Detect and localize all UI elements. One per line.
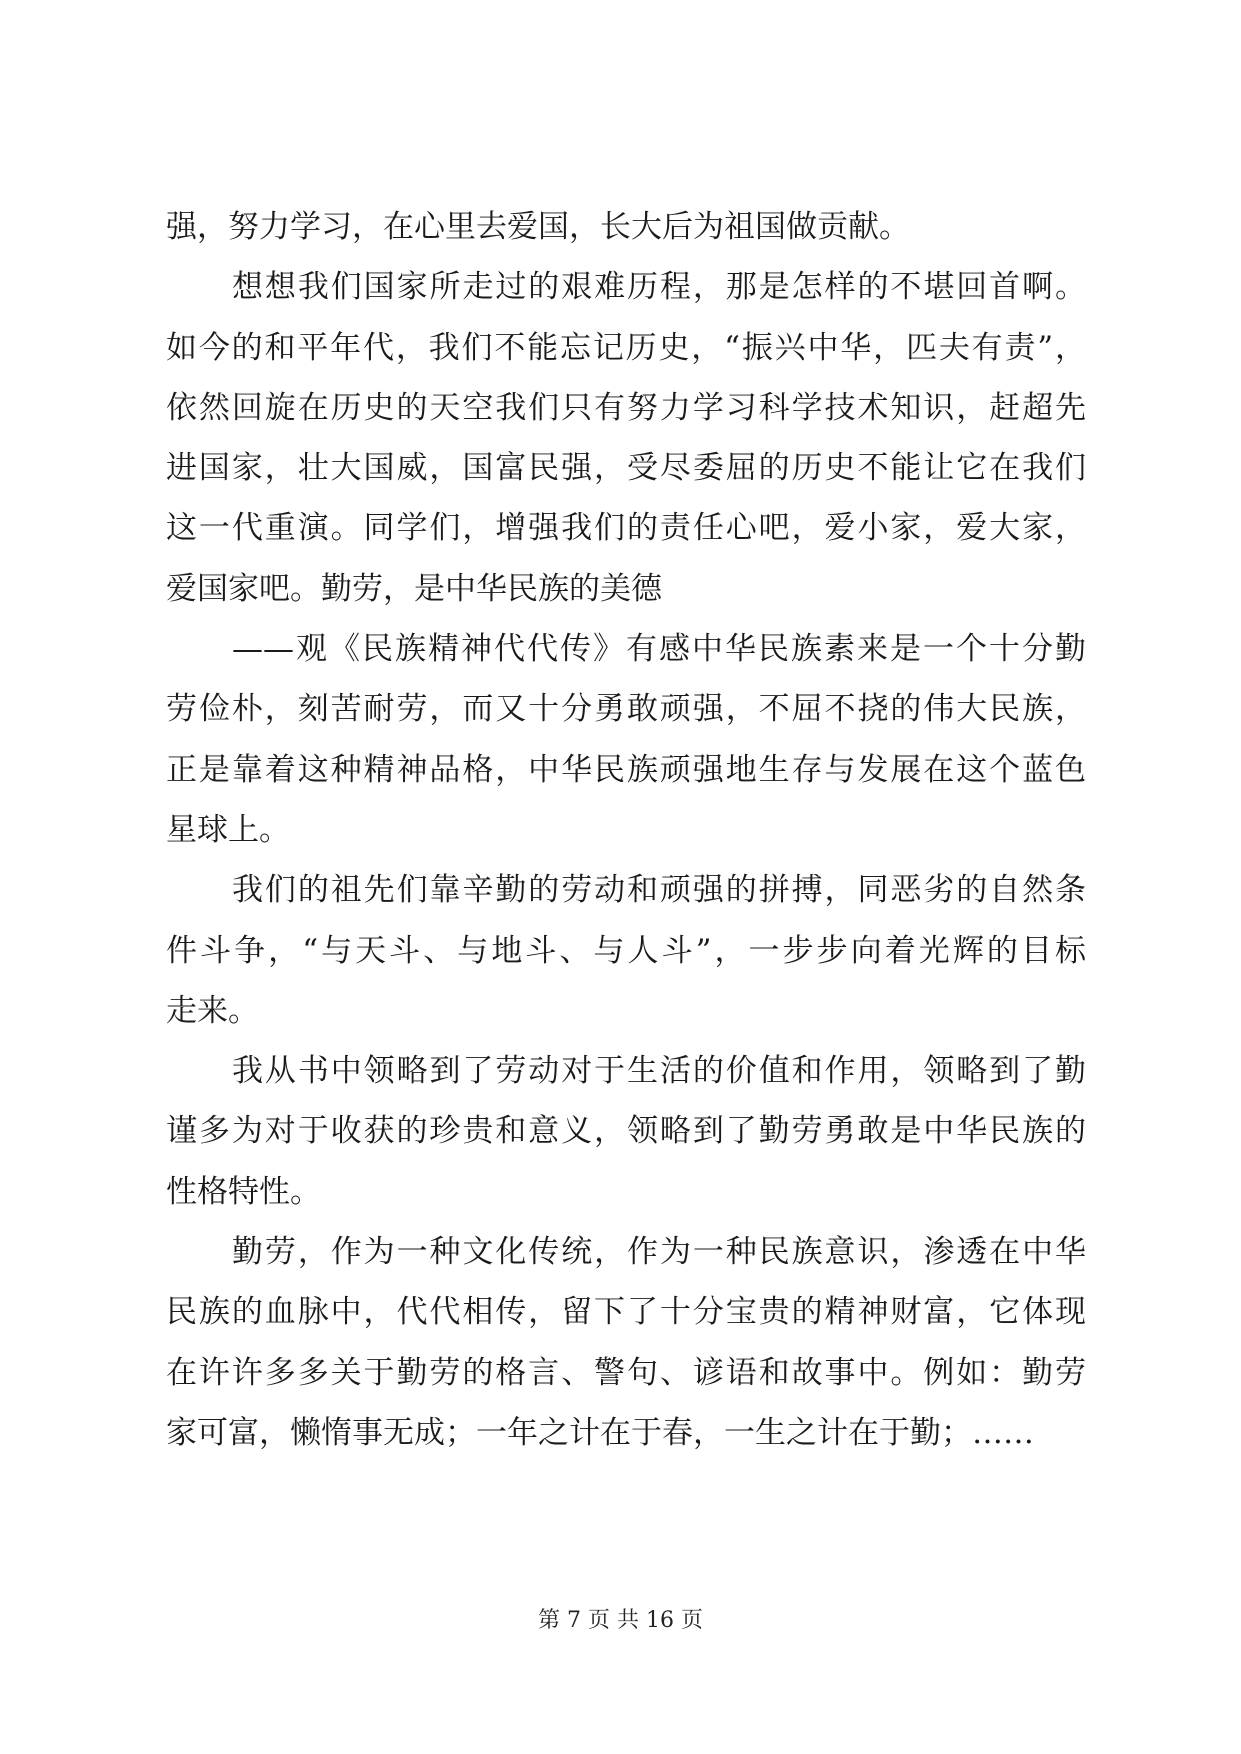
text-line: 如今的和平年代，我们不能忘记历史，“振兴中华，匹夫有责”， [166, 329, 1086, 366]
text-line: 民族的血脉中，代代相传，留下了十分宝贵的精神财富，它体现 [166, 1294, 1086, 1331]
page-footer: 第 7 页 共 16 页 [538, 1608, 703, 1633]
text-line: 强，努力学习，在心里去爱国，长大后为祖国做贡献。 [166, 209, 910, 245]
text-line: 在许许多多关于勤劳的格言、警句、谚语和故事中。例如：勤劳 [166, 1354, 1086, 1391]
text-line: 性格特性。 [166, 1173, 321, 1210]
text-line: 家可富，懒惰事无成；一年之计在于春，一生之计在于勤；…… [166, 1414, 1034, 1451]
text-line: 爱国家吧。勤劳，是中华民族的美德 [166, 570, 662, 607]
text-line: 走来。 [166, 992, 259, 1029]
text-line: ——观《民族精神代代传》有感中华民族素来是一个十分勤 [232, 631, 1086, 668]
text-line: 谨多为对于收获的珍贵和意义，领略到了勤劳勇敢是中华民族的 [166, 1113, 1086, 1150]
text-line: 劳俭朴，刻苦耐劳，而又十分勇敢顽强，不屈不挠的伟大民族， [166, 691, 1086, 728]
text-line: 我从书中领略到了劳动对于生活的价值和作用，领略到了勤 [232, 1053, 1086, 1090]
text-line: 星球上。 [166, 811, 290, 848]
text-line: 件斗争，“与天斗、与地斗、与人斗”，一步步向着光辉的目标 [166, 932, 1086, 969]
text-line: 正是靠着这种精神品格，中华民族顽强地生存与发展在这个蓝色 [166, 751, 1086, 788]
text-line: 想想我们国家所走过的艰难历程，那是怎样的不堪回首啊。 [232, 269, 1086, 306]
text-line: 勤劳，作为一种文化传统，作为一种民族意识，渗透在中华 [232, 1234, 1086, 1271]
text-line: 这一代重演。同学们，增强我们的责任心吧，爱小家，爱大家， [166, 510, 1086, 547]
text-line: 依然回旋在历史的天空我们只有努力学习科学技术知识，赶超先 [166, 389, 1086, 426]
text-line: 进国家，壮大国威，国富民强，受尽委屈的历史不能让它在我们 [166, 450, 1086, 487]
body-text [166, 197, 1086, 1463]
text-line: 我们的祖先们靠辛勤的劳动和顽强的拼搏，同恶劣的自然条 [232, 872, 1086, 909]
